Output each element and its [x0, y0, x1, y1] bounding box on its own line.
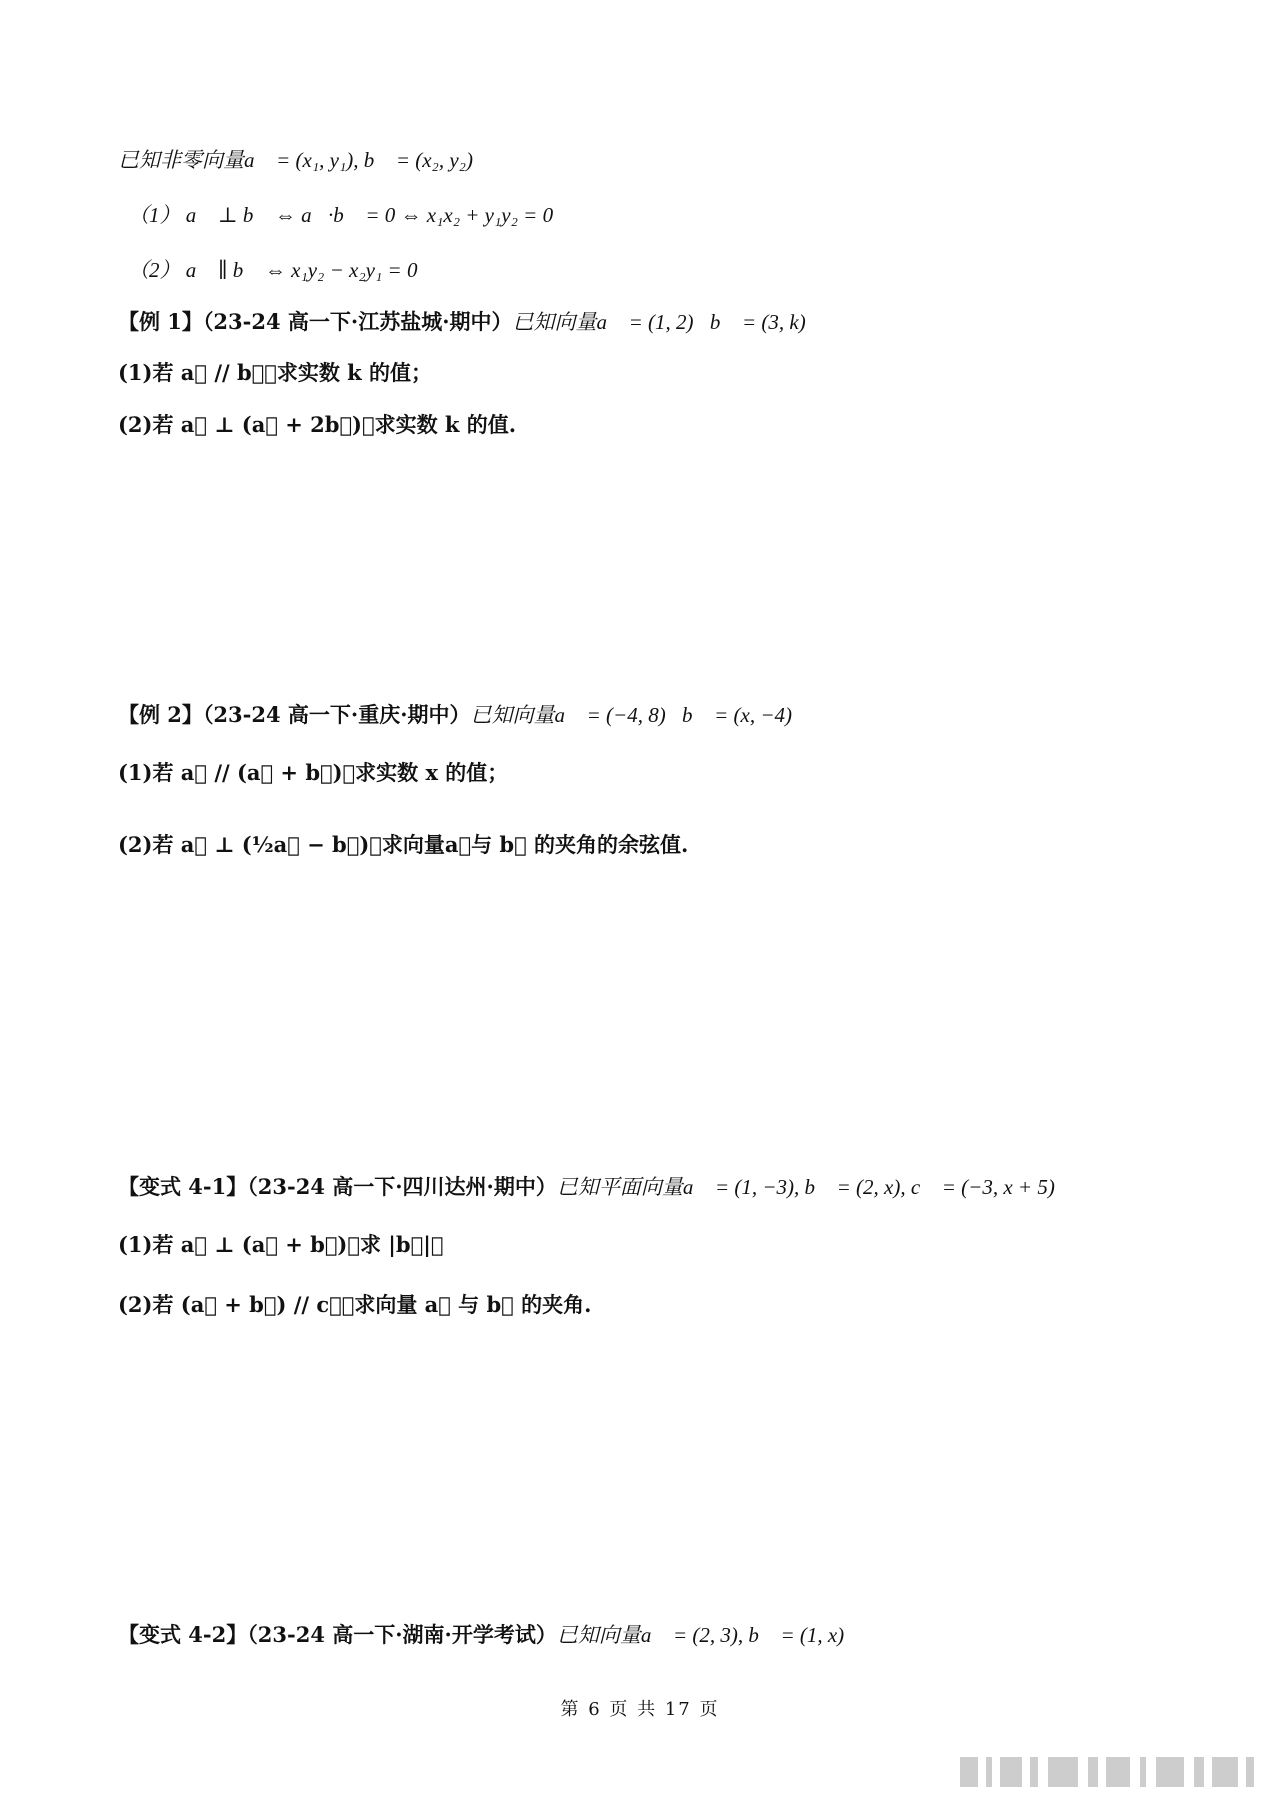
rule-perpendicular: （1） a⃗ ⊥ b⃗ ⇔ a⃗·b⃗ = 0 ⇔ x₁x₂ + y₁y₂ = 0． [128, 203, 570, 227]
example-2-question-1: (1)若 a⃗ // (a⃗ + b⃗)，求实数 x 的值； [118, 760, 509, 785]
variant-4-1-source: （23-24 高一下·四川达州·期中） [247, 1174, 557, 1199]
page-footer: 第 6 页 共 17 页 [560, 1699, 720, 1720]
example-1-question-2: (2)若 a⃗ ⊥ (a⃗ + 2b⃗)，求实数 k 的值. [118, 412, 517, 437]
example-2-tag: 【例 2】 [118, 702, 203, 727]
example-1-source: （23-24 高一下·江苏盐城·期中） [202, 309, 513, 334]
example-1-tag: 【例 1】 [118, 309, 203, 334]
watermark-barcode-icon [960, 1751, 1260, 1793]
intro-line: 已知非零向量a⃗ = (x₁, y₁), b⃗ = (x₂, y₂)， [118, 148, 490, 172]
example-1-heading [118, 307, 822, 337]
example-2-stem: 已知向量a⃗ = (−4, 8)，b⃗ = (x, −4)， [470, 703, 809, 727]
variant-4-2-tag: 【变式 4-2】 [118, 1622, 248, 1647]
example-1-question-1: (1)若 a⃗ // b⃗，求实数 k 的值； [118, 360, 433, 385]
variant-4-2-heading [118, 1620, 861, 1650]
example-2-heading [118, 700, 808, 730]
variant-4-1-question-1: (1)若 a⃗ ⊥ (a⃗ + b⃗)，求 |b⃗|； [118, 1232, 444, 1257]
variant-4-2-source: （23-24 高一下·湖南·开学考试） [247, 1622, 557, 1647]
variant-4-1-heading [118, 1172, 1071, 1202]
variant-4-1-tag: 【变式 4-1】 [118, 1174, 248, 1199]
rule-parallel: （2） a⃗ ∥ b⃗ ⇔ x₁y₂ − x₂y₁ = 0 [128, 258, 418, 282]
example-1-stem: 已知向量a⃗ = (1, 2)，b⃗ = (3, k)． [512, 310, 823, 334]
variant-4-2-stem: 已知向量a⃗ = (2, 3), b⃗ = (1, x)． [556, 1623, 861, 1647]
variant-4-1-question-2: (2)若 (a⃗ + b⃗) // c⃗，求向量 a⃗ 与 b⃗ 的夹角. [118, 1292, 592, 1317]
example-2-question-2: (2)若 a⃗ ⊥ (½a⃗ − b⃗)，求向量a⃗与 b⃗ 的夹角的余弦值. [118, 832, 689, 857]
variant-4-1-stem: 已知平面向量a⃗ = (1, −3), b⃗ = (2, x), c⃗ = (−3, x + 5)． [556, 1175, 1072, 1199]
example-2-source: （23-24 高一下·重庆·期中） [202, 702, 471, 727]
